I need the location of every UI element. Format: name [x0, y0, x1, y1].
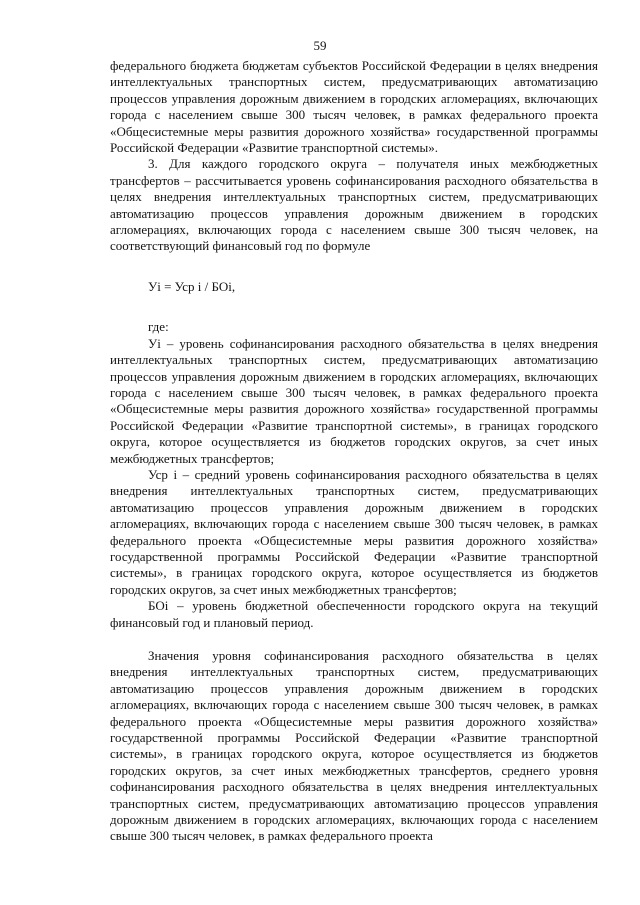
formula-where-label: где:: [148, 319, 169, 335]
paragraph-continuation: федерального бюджета бюджетам субъектов Российской Федерации в целях внедрения интеллектуальных транспортных систем, предусматривающих автоматизацию процессов управления дорожным движением в городских агломерациях, включающих города с населением свыше 300 тысяч человек, в рамках федерального проекта «Общесистемные меры развития дорожного хозяйства» государственной программы Российской Федерации «Развитие транспортной системы».: [110, 58, 598, 156]
paragraph-item-3: 3. Для каждого городского округа – получателя иных межбюджетных трансфертов – рассчитывается уровень софинансирования расходного обязательства в целях внедрения интеллектуальных транспортных систем, предусматривающих автоматизацию процессов управления дорожным движением в городских агломерациях, включающих города с населением свыше 300 тысяч человек, на соответствующий финансовый год по формуле: [110, 156, 598, 254]
page-number: 59: [313, 38, 327, 53]
definition-ysr: Уср i – средний уровень софинансирования расходного обязательства в целях внедрения интеллектуальных транспортных систем, предусматривающих автоматизацию процессов управления дорожным движением в городских агломерациях, включающих города с населением свыше 300 тысяч человек, в рамках федерального проекта «Общесистемные меры развития дорожного хозяйства» государственной программы Российской Федерации «Развитие транспортной системы», в границах городского округа, которое осуществляется из бюджетов городских округов, за счет иных межбюджетных трансфертов;: [110, 466, 598, 597]
formula: Уi = Уср i / БОi,: [148, 278, 236, 294]
definition-yi: Уi – уровень софинансирования расходного обязательства в целях внедрения интеллектуальных транспортных систем, предусматривающих автоматизацию процессов управления дорожным движением в городских агломерациях, включающих города с населением свыше 300 тысяч человек, в рамках федерального проекта «Общесистемные меры развития дорожного хозяйства» государственной программы Российской Федерации «Развитие транспортной системы», в границах городского округа, которое осуществляется из бюджетов городских округов, за счет иных межбюджетных трансфертов;: [110, 335, 598, 466]
definition-boi: БОi – уровень бюджетной обеспеченности городского округа на текущий финансовый год и плановый период.: [110, 598, 598, 630]
document-body: [110, 58, 598, 845]
paragraph-values: Значения уровня софинансирования расходного обязательства в целях внедрения интеллектуальных транспортных систем, предусматривающих автоматизацию процессов управления дорожным движением в городских агломерациях, включающих города с населением свыше 300 тысяч человек, в рамках федерального проекта «Общесистемные меры развития дорожного хозяйства» государственной программы Российской Федерации «Развитие транспортной системы», в границах городского округа, которое осуществляется из бюджетов городских округов, за счет иных межбюджетных трансфертов, среднего уровня софинансирования расходного обязательства в целях внедрения интеллектуальных транспортных систем, предусматривающих автоматизацию процессов управления дорожным движением в городских агломерациях, включающих города с населением свыше 300 тысяч человек, в рамках федерального проекта: [110, 648, 598, 844]
